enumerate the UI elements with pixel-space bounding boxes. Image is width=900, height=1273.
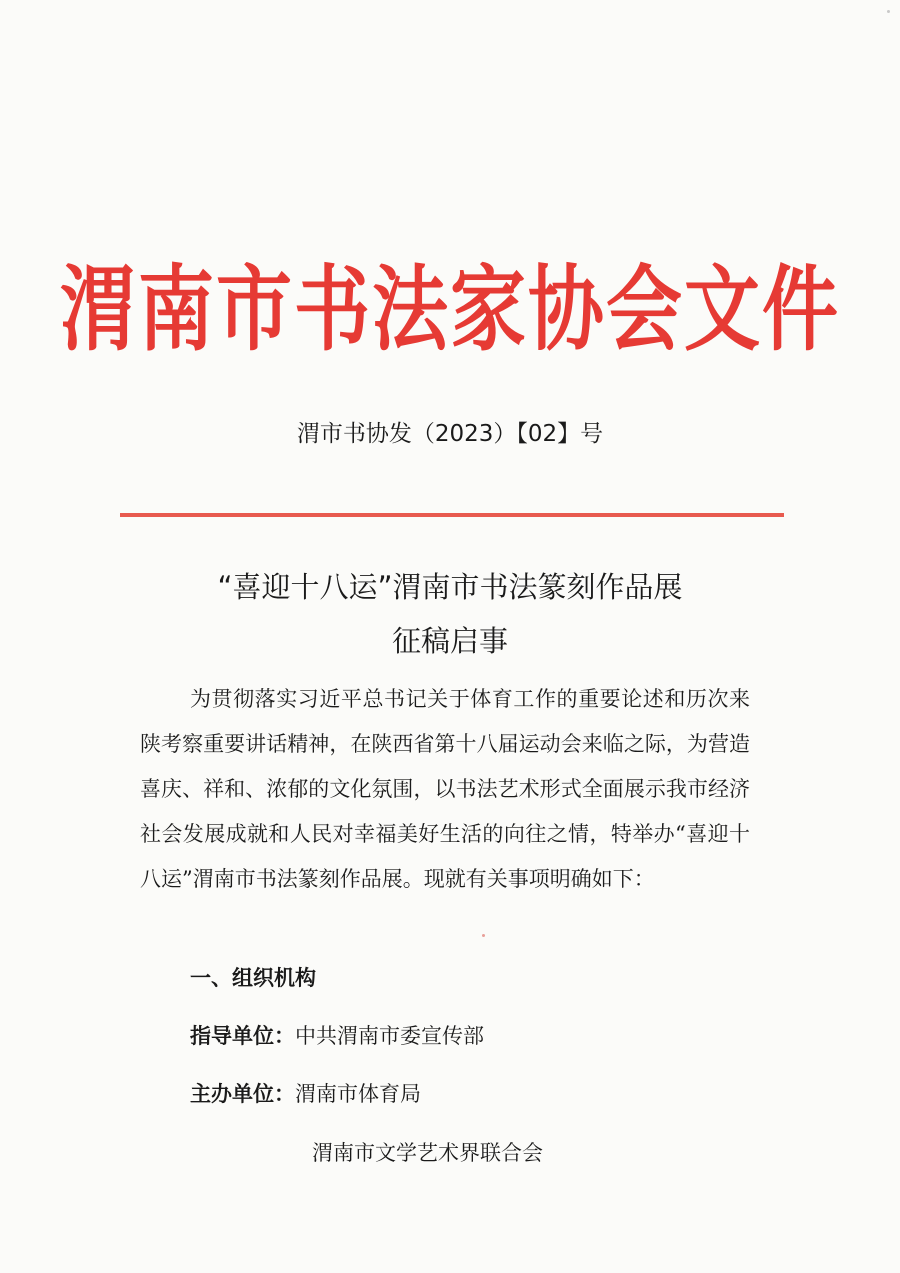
intro-paragraph: 为贯彻落实习近平总书记关于体育工作的重要论述和历次来陕考察重要讲话精神，在陕西省第十八届运动会来临之际，为营造喜庆、祥和、浓郁的文化氛围，以书法艺术形式全面展示我市经济社会发展成就和人民对幸福美好生活的向往之情，特举办“喜迎十八运”渭南市书法篆刻作品展。现就有关事项明确如下： [140,687,750,891]
host-unit-label: 主办单位： [190,1082,295,1106]
scan-speck [482,934,485,937]
document-number: 渭市书协发（2023）【02】号 [296,421,604,447]
host-unit-row [190,1078,421,1110]
host-unit-value: 渭南市体育局 [295,1082,421,1106]
red-divider [120,513,784,517]
scan-speck [887,10,890,13]
guide-unit-label: 指导单位： [190,1024,295,1048]
guide-unit-value: 中共渭南市委宣传部 [295,1024,484,1048]
host-unit-value-2: 渭南市文学艺术界联合会 [312,1141,543,1165]
section-heading: 一、组织机构 [190,966,316,990]
guide-unit-row [190,1020,484,1052]
notice-title: “喜迎十八运”渭南市书法篆刻作品展 [217,570,683,604]
org-title: 渭南市书法家协会文件 [60,255,840,364]
notice-subtitle: 征稿启事 [391,624,508,658]
